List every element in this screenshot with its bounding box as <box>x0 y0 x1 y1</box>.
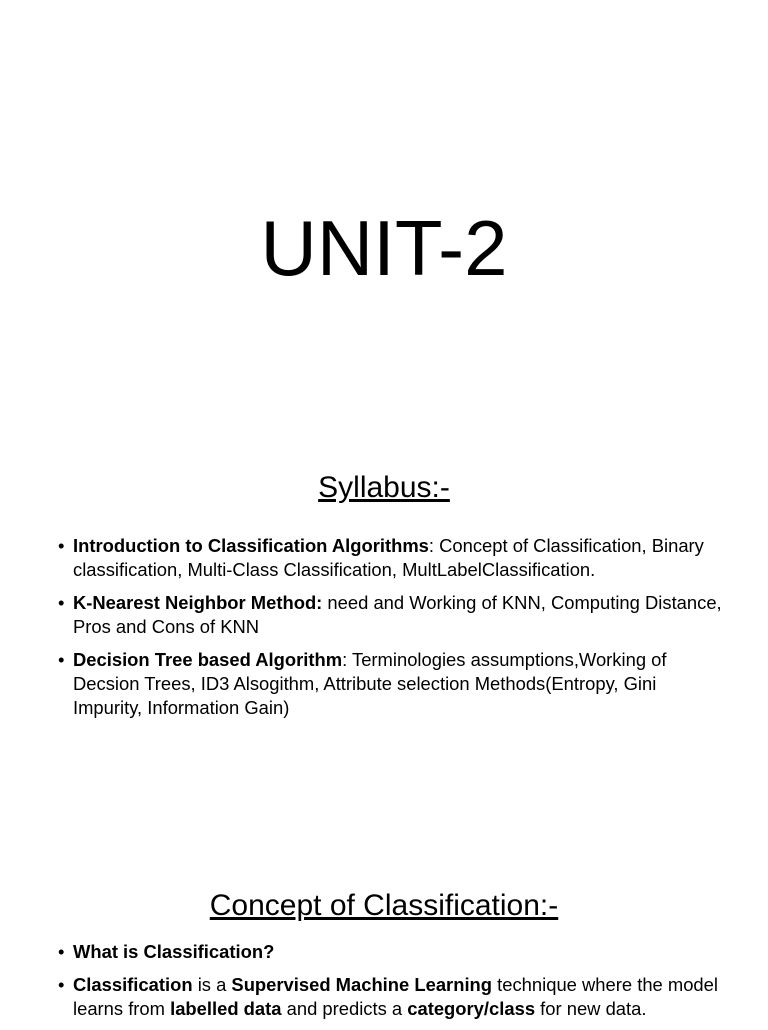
item-text: for new data. <box>535 998 647 1019</box>
question-text: What is Classification? <box>73 941 275 962</box>
syllabus-item <box>58 534 722 582</box>
item-text: and predicts a <box>281 998 408 1019</box>
unit-title: UNIT-2 <box>260 204 508 292</box>
term-supervised-ml: Supervised Machine Learning <box>231 974 493 995</box>
slide-title-unit <box>0 0 768 412</box>
slide-syllabus <box>0 412 768 808</box>
syllabus-heading: Syllabus:- <box>318 471 450 504</box>
item-text: : Terminologies assumptions,Working of Decsion Trees, ID3 Alsogithm, Attribute selection Methods(Entropy, Gini Impurity, Information Gain) <box>73 649 667 718</box>
item-text: is a <box>192 974 232 995</box>
syllabus-item <box>58 591 722 639</box>
item-bold-label: Decision Tree based Algorithm <box>73 649 343 670</box>
item-bold-label: Introduction to Classification Algorithms <box>73 535 429 556</box>
slide-concept-of-classification <box>0 808 768 1024</box>
term-labelled-data: labelled data <box>170 998 282 1019</box>
concept-list <box>58 940 722 1030</box>
concept-item <box>58 940 722 964</box>
item-text: : Concept of Classification, Binary classification, Multi-Class Classification, MultLabelClassification. <box>73 535 704 580</box>
syllabus-item <box>58 648 722 720</box>
item-text: need and Working of KNN, Computing Distance, Pros and Cons of KNN <box>73 592 722 637</box>
concept-item <box>58 973 722 1021</box>
term-classification: Classification <box>73 974 193 995</box>
item-bold-label: K-Nearest Neighbor Method: <box>73 592 323 613</box>
term-category-class: category/class <box>407 998 536 1019</box>
item-text: technique where the model learns from <box>73 974 718 1019</box>
syllabus-list <box>58 534 722 729</box>
concept-heading: Concept of Classification:- <box>209 889 559 922</box>
